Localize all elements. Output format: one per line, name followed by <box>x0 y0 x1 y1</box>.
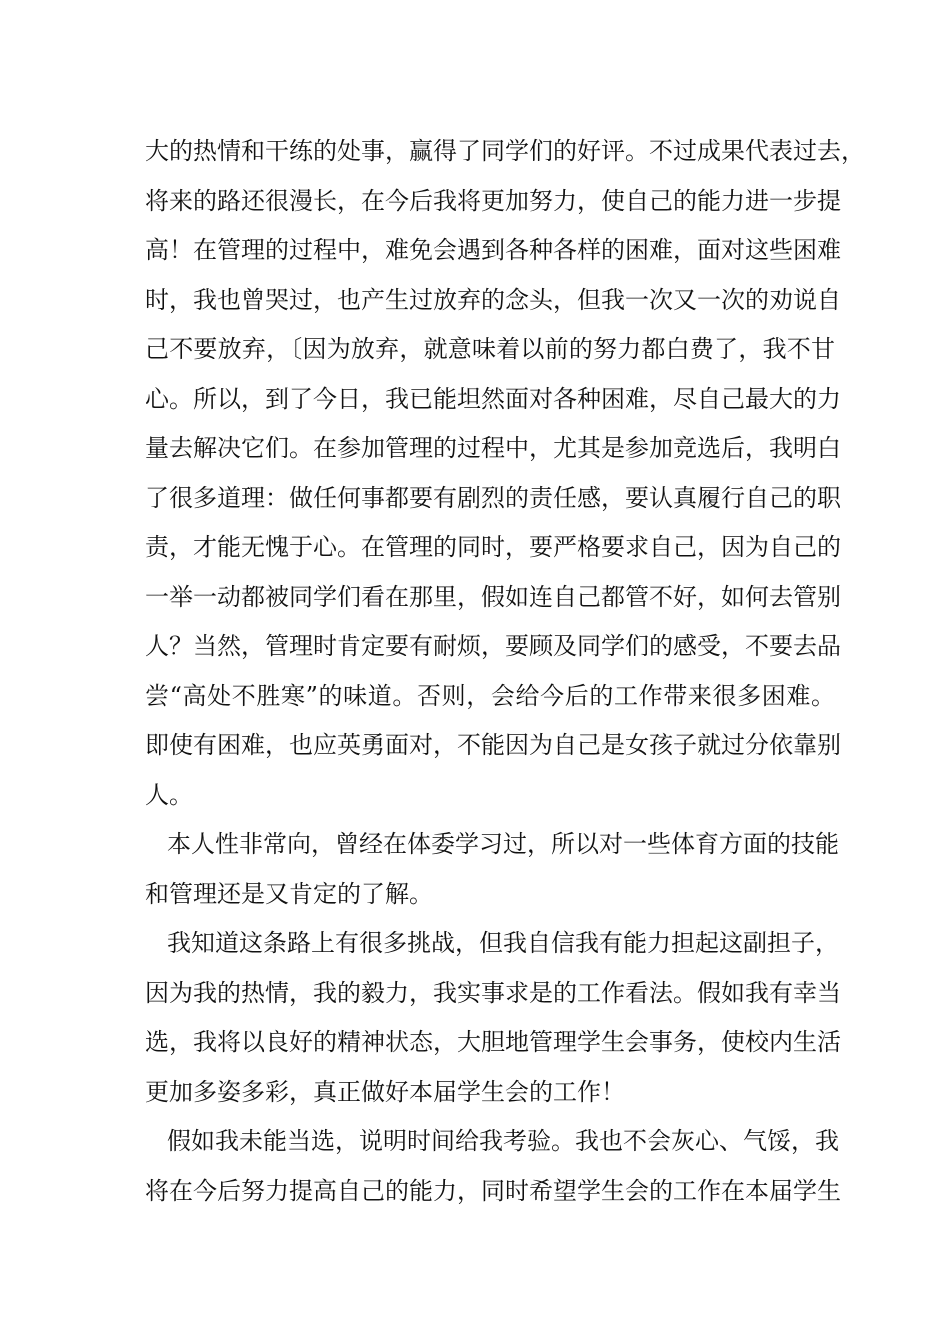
text-line: 人。 <box>145 780 193 809</box>
text-line: 己不要放弃，〔因为放弃，就意味着以前的努力都白费了，我不甘 <box>145 335 835 363</box>
text-line: 即使有困难，也应英勇面对，不能因为自己是女孩子就过分依靠别 <box>145 731 841 759</box>
text-line: 了很多道理：做任何事都要有剧烈的责任感，要认真履行自己的职 <box>145 483 841 512</box>
text-line: 和管理还是又肯定的了解。 <box>145 879 433 908</box>
text-line: 将在今后努力提高自己的能力，同时希望学生会的工作在本届学生 <box>145 1176 841 1205</box>
text-line: 责，才能无愧于心。在管理的同时，要严格要求自己，因为自己的 <box>145 533 841 561</box>
text-line: 我知道这条路上有很多挑战，但我自信我有能力担起这副担子， <box>167 929 839 957</box>
text-line: 将来的路还很漫长，在今后我将更加努力，使自己的能力进一步提 <box>145 186 841 215</box>
text-line: 假如我未能当选，说明时间给我考验。我也不会灰心、气馁，我 <box>167 1127 839 1155</box>
text-line: 更加多姿多彩，真正做好本届学生会的工作！ <box>145 1077 625 1106</box>
text-line: 人？当然，管理时肯定要有耐烦，要顾及同学们的感受，不要去品 <box>145 632 841 660</box>
text-line: 心。所以，到了今日，我已能坦然面对各种困难，尽自己最大的力 <box>145 384 841 413</box>
text-line: 本人性非常向，曾经在体委学习过，所以对一些体育方面的技能 <box>167 830 839 858</box>
text-line: 因为我的热情，我的毅力，我实事求是的工作看法。假如我有幸当 <box>145 978 841 1007</box>
text-line: 大的热情和干练的处事，赢得了同学们的好评。不过成果代表过去， <box>145 137 865 165</box>
text-line: 尝“高处不胜寒”的味道。否则，会给今后的工作带来很多困难。 <box>145 681 835 710</box>
document-body <box>145 127 865 1216</box>
text-line: 量去解决它们。在参加管理的过程中，尤其是参加竞选后，我明白 <box>145 434 841 462</box>
text-line: 高！在管理的过程中，难免会遇到各种各样的困难，面对这些困难 <box>145 236 841 264</box>
text-line: 选，我将以良好的精神状态，大胆地管理学生会事务，使校内生活 <box>145 1028 841 1056</box>
text-line: 一举一动都被同学们看在那里，假如连自己都管不好，如何去管别 <box>145 582 841 611</box>
text-line: 时，我也曾哭过，也产生过放弃的念头，但我一次又一次的劝说自 <box>145 285 841 314</box>
